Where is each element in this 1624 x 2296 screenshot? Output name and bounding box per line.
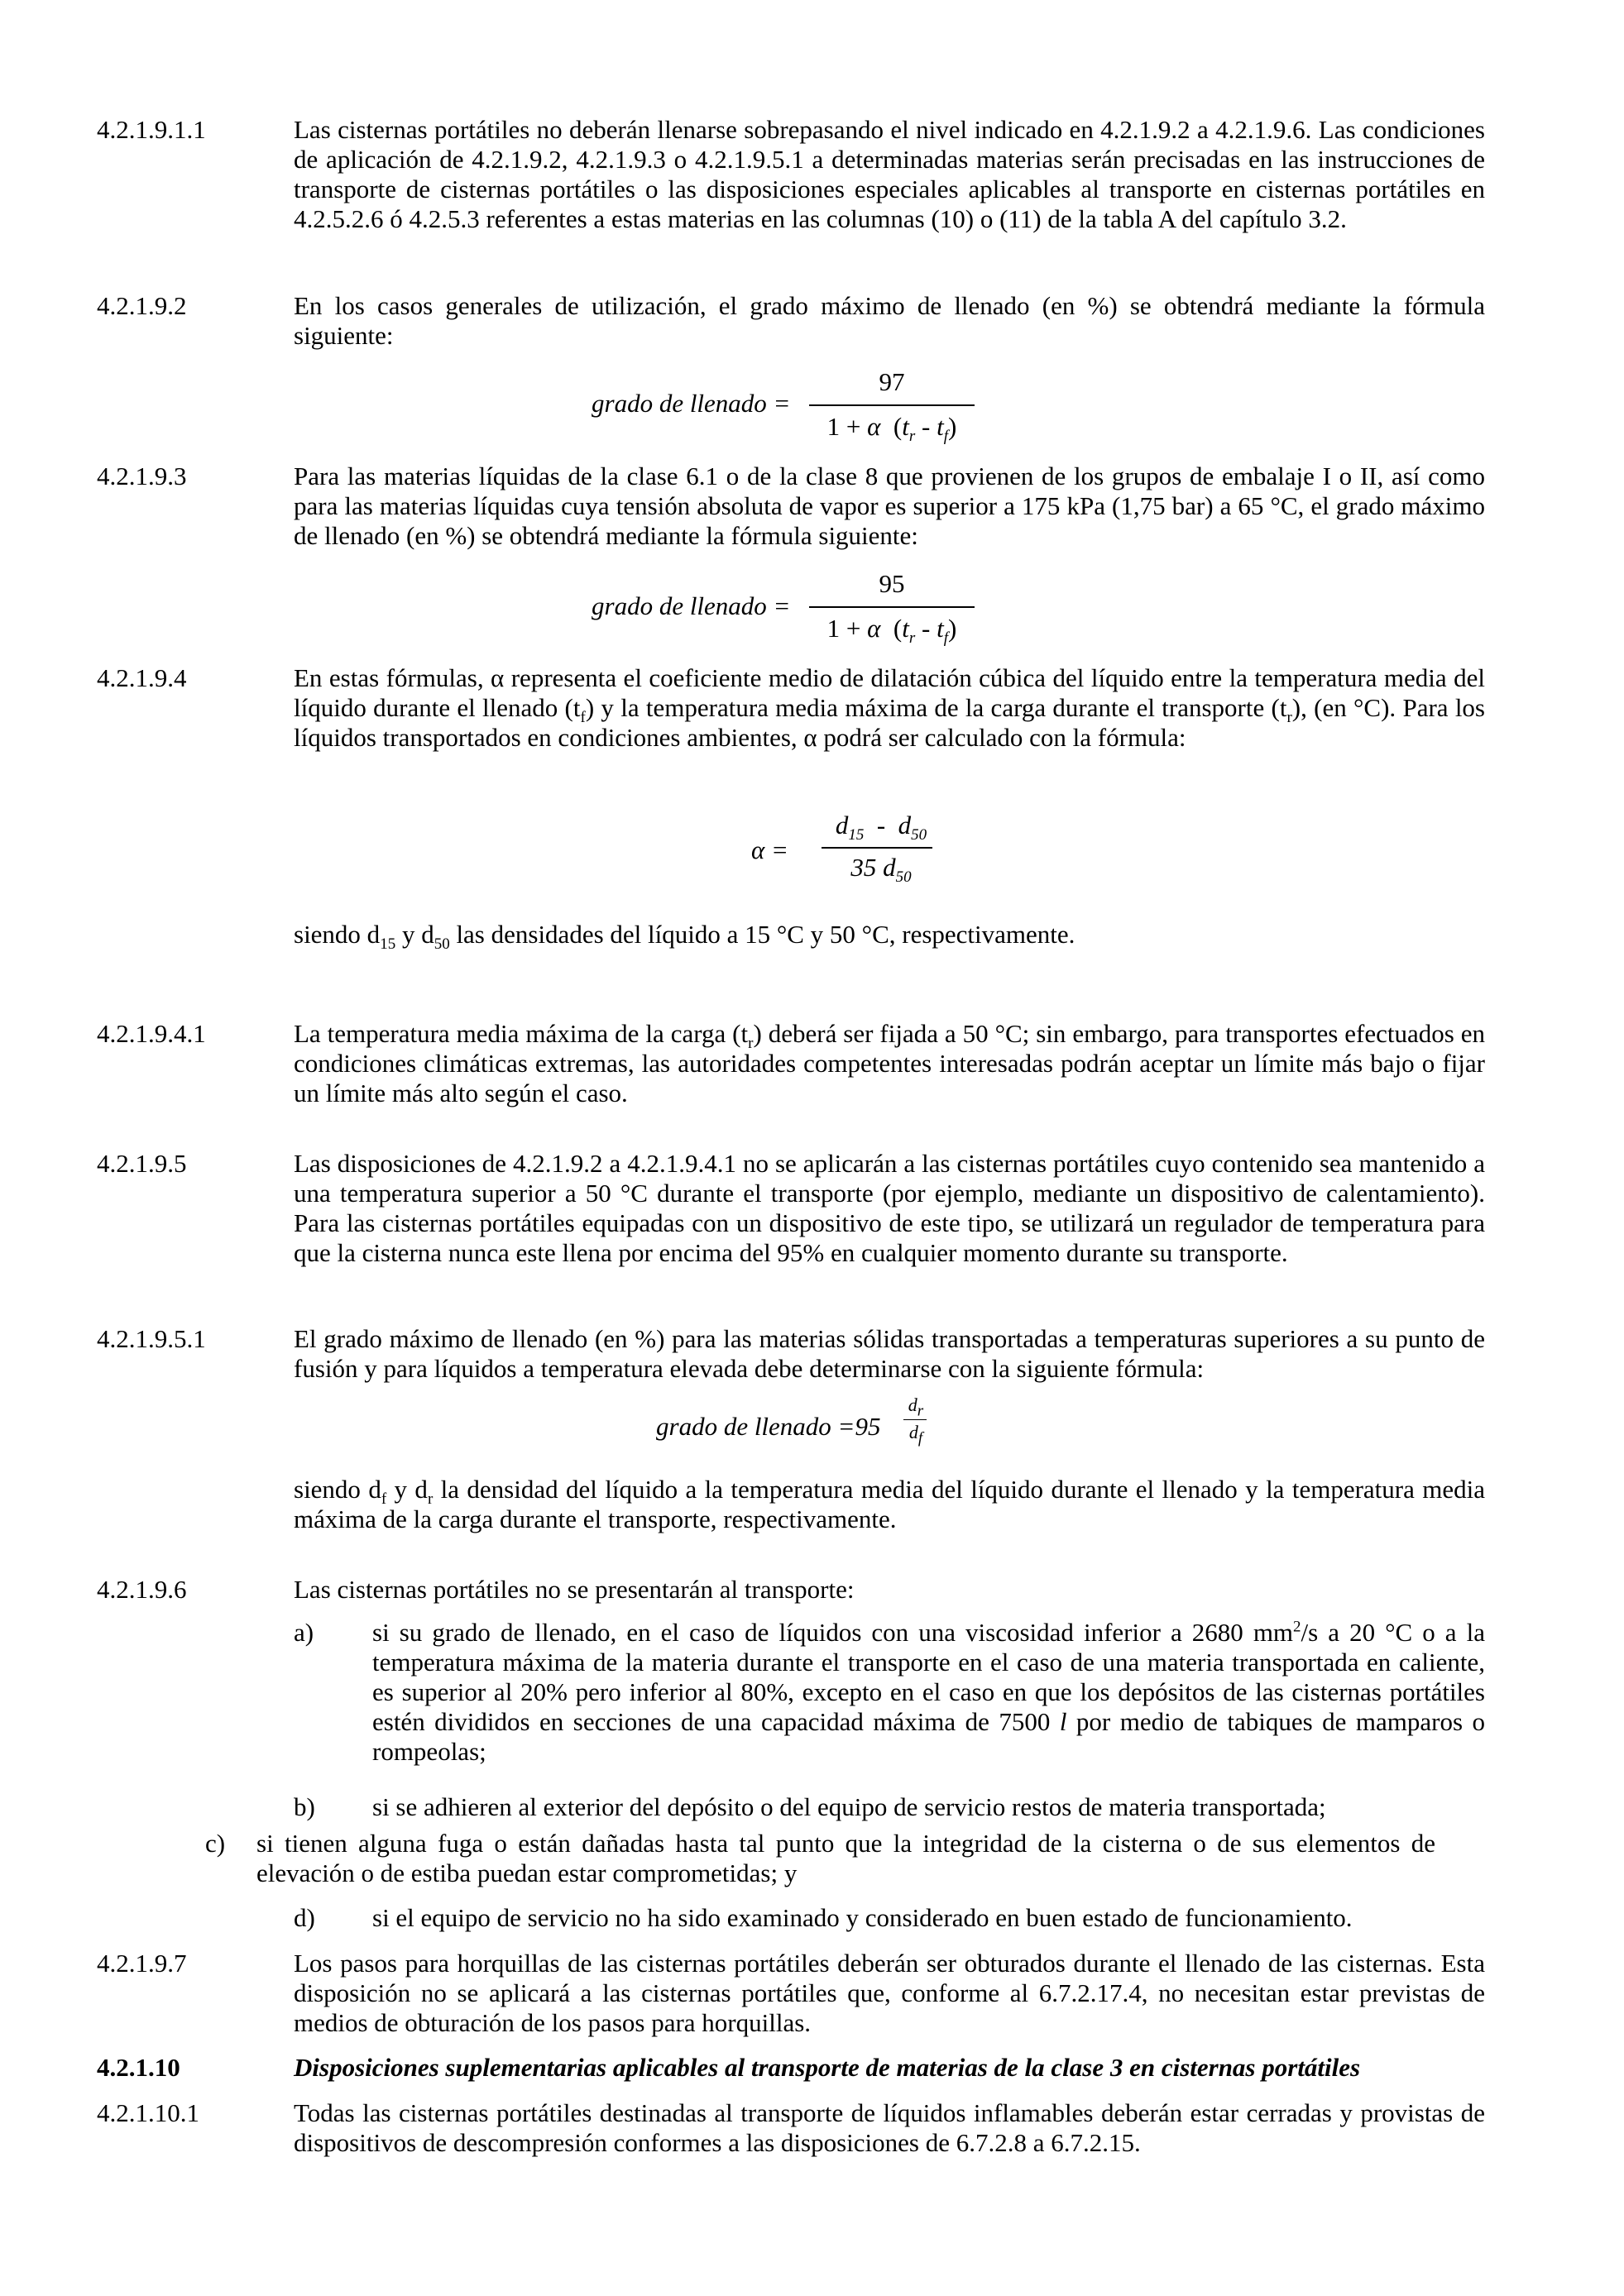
section-text: En los casos generales de utilización, el grado máximo de llenado (en %) se obtendrá mediante la fórmula siguiente: [294, 291, 1485, 350]
fraction-bar [822, 847, 932, 849]
section-text: Para las materias líquidas de la clase 6.1 o de la clase 8 que provienen de los grupos de embalaje I o II, así como para las materias líquidas cuya tensión absoluta de vapor es superior a 175 kPa (1,75 bar) a 65 °C, el grado máximo de llenado (en %) se obtendrá mediante la fórmula siguiente: [294, 462, 1485, 550]
fraction-bar [809, 606, 975, 608]
list-item-text: si tienen alguna fuga o están dañadas hasta tal punto que la integridad de la cisterna o de sus elementos de elevación o de estiba puedan estar comprometidas; y [256, 1829, 1435, 1887]
section-number: 4.2.1.9.7 [97, 1949, 187, 1978]
list-item-label: b) [294, 1792, 315, 1821]
section-text: siendo $d_f$ y $d_r$ la densidad del líquido a la temperatura media del líquido durante el llenado y la temperatura media máxima de la carga durante el transporte, respectivamente. [294, 1475, 1485, 1533]
list-item-label: c) [205, 1829, 226, 1858]
section-text: En estas fórmulas, α representa el coeficiente medio de dilatación cúbica del líquido entre la temperatura media del líquido durante el llenado $(t_f)$ y la temperatura media máxima de la carga durante el transporte $(t_r)$, (en °C). Para los líquidos transportados en condiciones ambientes, α podrá ser calculado con la fórmula: [294, 663, 1485, 752]
list-item-text: si su grado de llenado, en el caso de líquidos con una viscosidad inferior a 2680 $mm^2/s$ a 20 °C o a la temperatura máxima de la materia durante el transporte en el caso de una materia transportada en caliente, es superior al 20% pero inferior al 80%, excepto en el caso en que los depósitos de las cisternas portátiles estén divididos en secciones de una capacidad máxima de 7500 l por medio de tabiques de mamparos o rompeolas; [372, 1618, 1485, 1766]
fraction-bar [809, 404, 975, 406]
formula-lhs: grado de llenado =95 [656, 1412, 881, 1441]
section-number: 4.2.1.10.1 [97, 2098, 199, 2127]
section-text: siendo $d_{15}$ y $d_{50}$ las densidades del líquido a 15 °C y 50 °C, respectivamente. [294, 920, 1075, 954]
section-number: 4.2.1.9.5.1 [97, 1324, 206, 1353]
section-text: Las disposiciones de 4.2.1.9.2 a 4.2.1.9.4.1 no se aplicarán a las cisternas portátiles cuyo contenido sea mantenido a una temperatura superior a 50 °C durante el transporte (por ejemplo, mediante un dispositivo de calentamiento). Para las cisternas portátiles equipadas con un dispositivo de este tipo, se utilizará un regulador de temperatura para que la cisterna nunca este llena por encima del 95% en cualquier momento durante su transporte. [294, 1149, 1485, 1267]
formula-numerator: 95 [879, 569, 905, 598]
list-item-label: d) [294, 1903, 315, 1932]
section-number: 4.2.1.9.4 [97, 663, 187, 692]
formula-numerator: $d_r$ [908, 1394, 924, 1420]
section-number: 4.2.1.9.4.1 [97, 1019, 206, 1048]
section-heading: Disposiciones suplementarias aplicables al transporte de materias de la clase 3 en cisternas portátiles [294, 2053, 1361, 2082]
list-item-text: si se adhieren al exterior del depósito o del equipo de servicio restos de materia transportada; [372, 1792, 1326, 1821]
section-text: La temperatura media máxima de la carga $(t_r)$ deberá ser fijada a 50 °C; sin embargo, para transportes efectuados en condiciones climáticas extremas, las autoridades competentes interesadas podrán aceptar un límite más bajo o fijar un límite más alto según el caso. [294, 1019, 1485, 1107]
section-number: 4.2.1.9.2 [97, 291, 187, 320]
section-number: 4.2.1.9.1.1 [97, 115, 206, 144]
section-number: 4.2.1.10 [97, 2053, 180, 2082]
section-text: Todas las cisternas portátiles destinadas al transporte de líquidos inflamables deberán estar cerradas y provistas de dispositivos de descompresión conformes a las disposiciones de 6.7.2.8 a 6.7.2.15. [294, 2098, 1485, 2157]
section-number: 4.2.1.9.5 [97, 1149, 187, 1178]
formula-lhs: grado de llenado = [592, 389, 791, 418]
formula-denominator: $d_f$ [908, 1422, 923, 1447]
formula-denominator: 1 + α $(t_r - t_f)$ [826, 614, 957, 648]
section-text: Las cisternas portátiles no se presentarán al transporte: [294, 1575, 855, 1604]
section-text: El grado máximo de llenado (en %) para las materias sólidas transportadas a temperaturas superiores a su punto de fusión y para líquidos a temperatura elevada debe determinarse con la siguiente fórmula: [294, 1324, 1485, 1383]
list-item-text: si el equipo de servicio no ha sido examinado y considerado en buen estado de funcionamiento. [372, 1903, 1353, 1932]
section-number: 4.2.1.9.6 [97, 1575, 187, 1604]
section-text: Las cisternas portátiles no deberán llenarse sobrepasando el nivel indicado en 4.2.1.9.2 a 4.2.1.9.6. Las condiciones de aplicación de 4.2.1.9.2, 4.2.1.9.3 o 4.2.1.9.5.1 a determinadas materias serán precisadas en las instrucciones de transporte de cisternas portátiles o las disposiciones especiales aplicables al transporte en cisternas portátiles en 4.2.5.2.6 ó 4.2.5.3 referentes a estas materias en las columnas (10) o (11) de la tabla A del capítulo 3.2. [294, 115, 1485, 233]
section-number: 4.2.1.9.3 [97, 462, 187, 490]
section-text: Los pasos para horquillas de las cisternas portátiles deberán ser obturados durante el llenado de las cisternas. Esta disposición no se aplicará a las cisternas portátiles que, conforme al 6.7.2.17.4, no necesitan estar previstas de medios de obturación de los pasos para horquillas. [294, 1949, 1485, 2037]
fraction-bar [903, 1419, 927, 1420]
formula-denominator: 1 + α $(t_r - t_f)$ [826, 412, 957, 446]
alpha-formula-lhs: α = [751, 835, 788, 864]
alpha-numerator: $d_{15} - d_{50}$ [835, 811, 927, 844]
list-item-label: a) [294, 1618, 314, 1647]
formula-lhs: grado de llenado = [592, 591, 791, 620]
formula-numerator: 97 [879, 367, 905, 396]
alpha-denominator: 35 $d_{50}$ [850, 853, 912, 887]
